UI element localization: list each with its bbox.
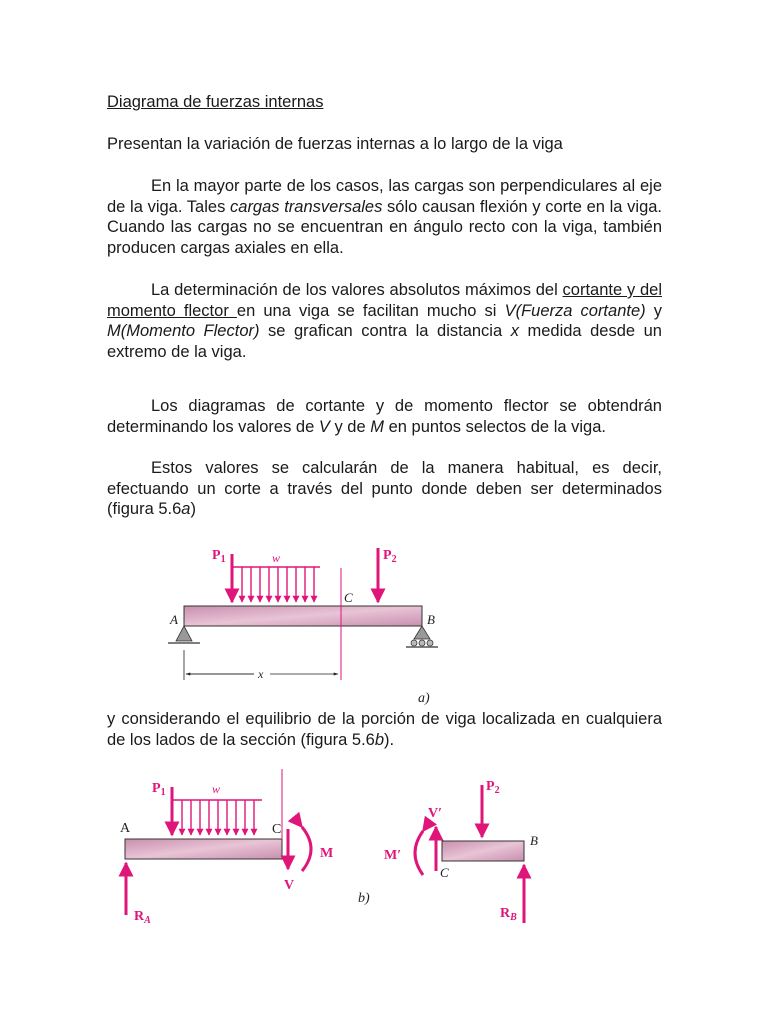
p1-italic: cargas transversales [230,197,383,216]
label-v-prime: V′ [428,806,443,821]
label-b: B [427,612,435,627]
label-p1: $P_1$ [212,548,226,565]
label-m-prime: M′ [384,848,402,863]
roller-wheel [427,640,433,646]
label-w: w [272,551,281,565]
label-ra: $R_A$ [134,909,151,926]
section-heading [107,92,662,113]
label-w: w [212,782,221,796]
label-b: B [530,833,538,848]
paragraph-2 [107,280,662,362]
m-moment-arrow [302,827,311,871]
roller-support-b [414,626,430,639]
beam [184,606,422,626]
p4-text-c: ) [190,500,196,518]
p2-italic-m: M(Momento Flector) [107,322,260,340]
roller-wheel [411,640,417,646]
label-v: V [284,878,295,893]
label-p1: $P_1$ [152,781,166,798]
m-prime-moment-arrow [415,831,423,875]
label-x: x [258,667,264,681]
p2-underlined: cortante y del momento flector [107,281,662,320]
p3-text-c: y de [329,417,371,436]
p3-text-a: Los diagramas de cortante y de momento flector se obtendrán determinando los valores de [107,397,662,436]
p1-text-c: sólo causan flexión y corte en la viga. Cuando las cargas no se encuentran en ángulo recto con la viga, también producen cargas axiales en ella. [107,197,663,257]
p2-text-i: medida desde un extremo de la viga. [107,322,662,361]
distributed-load-arrows [242,567,314,602]
distributed-load-arrows [182,800,254,835]
label-a: A [170,612,178,627]
p1-text-a: En la mayor parte de los casos, las cargas son perpendiculares al eje de la viga. Tales [107,177,662,216]
p3-italic-v: V [318,417,330,436]
subtitle-line: Presentan la variación de fuerzas internas a lo largo de la viga [107,135,563,153]
label-c-right: C [440,865,449,880]
p2-text-a: La determinación de los valores absolutos máximos del [151,281,563,299]
paragraph-3 [107,396,662,437]
p3-text-e: en puntos selectos de la viga. [384,417,606,436]
figure-a [150,540,470,710]
label-p2: $P_2$ [486,779,500,796]
p2-text-e: y [645,301,662,320]
p2-text-c: en una viga se facilitan mucho si [236,301,505,320]
pin-support-a [176,626,192,641]
label-c: C [272,822,282,837]
beam-right-portion [442,841,524,861]
p5-text-c: ). [384,730,395,749]
label-a: A [120,821,131,836]
p2-italic-v: V(Fuerza cortante) [504,301,646,320]
label-c: C [344,590,353,605]
p4-italic: a [181,500,191,518]
p2-italic-x: x [510,322,519,340]
p5-italic: b [374,730,385,749]
caption-a: a) [418,691,430,706]
p2-text-g: se grafican contra la distancia [259,322,511,340]
caption-b: b) [358,891,370,906]
p3-italic-m: M [370,417,384,436]
paragraph-1 [107,176,662,258]
label-m: M [320,846,334,861]
label-p2: $P_2$ [383,548,397,565]
paragraph-5 [107,709,662,750]
paragraph-4 [107,458,662,520]
beam-left-portion [125,839,282,859]
p5-text-a: y considerando el equilibrio de la porción de viga localizada en cualquiera de los lados de la sección (figura 5.6 [107,710,662,749]
label-rb: $R_B$ [500,906,517,923]
roller-wheel [419,640,425,646]
figure-b [110,765,560,935]
p4-text-a: Estos valores se calcularán de la manera habitual, es decir, efectuando un corte a través del punto donde deben ser determinados (figura 5.6 [107,459,662,518]
heading-text: Diagrama de fuerzas internas [107,93,324,111]
